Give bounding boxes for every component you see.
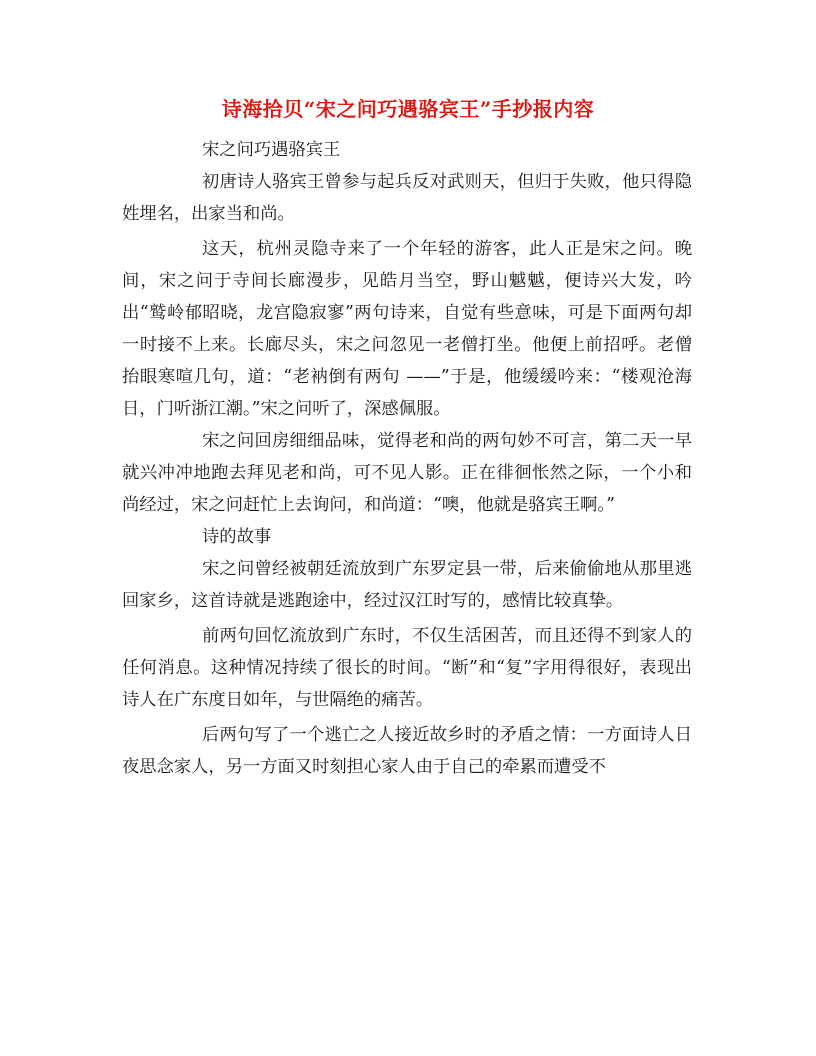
body-paragraph: 宋之问曾经被朝廷流放到广东罗定县一带，后来偷偷地从那里逃回家乡，这首诗就是逃跑途中，经过汉江时写的，感情比较真挚。: [122, 559, 692, 611]
body-paragraph: 这天，杭州灵隐寺来了一个年轻的游客，此人正是宋之问。晚间，宋之问于寺间长廊漫步，见皓月当空，野山魆魆，便诗兴大发，吟出“鹫岭郁昭晓，龙宫隐寂寥”两句诗来，自觉有些意味，可是下面两句却一时接不上来。长廊尽头，宋之问忽见一老僧打坐。他便上前招呼。老僧抬眼寒喧几句，道：“老衲倒有两句 ——”于是，他缓缓吟来：“楼观沧海日，门听浙江潮。”宋之问听了，深感佩服。: [122, 239, 692, 419]
body-paragraph: 宋之问回房细细品味，觉得老和尚的两句妙不可言，第二天一早就兴冲冲地跑去拜见老和尚，可不见人影。正在徘徊怅然之际，一个小和尚经过，宋之问赶忙上去询问，和尚道：“噢，他就是骆宾王啊。”: [122, 431, 692, 515]
subheading-poem-story: 诗的故事: [202, 527, 272, 547]
body-paragraph: 初唐诗人骆宾王曾参与起兵反对武则天，但归于失败，他只得隐姓埋名，出家当和尚。: [122, 172, 692, 224]
body-paragraph: 前两句回忆流放到广东时，不仅生活困苦，而且还得不到家人的任何消息。这种情况持续了很长的时间。“断”和“复”字用得很好，表现出诗人在广东度日如年，与世隔绝的痛苦。: [122, 626, 692, 710]
body-paragraph: 后两句写了一个逃亡之人接近故乡时的矛盾之情：一方面诗人日夜思念家人，另一方面又时刻担心家人由于自己的牵累而遭受不: [122, 725, 692, 777]
document-body: [122, 134, 692, 783]
subheading-story: 宋之问巧遇骆宾王: [202, 140, 341, 160]
document-title: 诗海拾贝“宋之问巧遇骆宾王”手抄报内容: [221, 97, 595, 121]
